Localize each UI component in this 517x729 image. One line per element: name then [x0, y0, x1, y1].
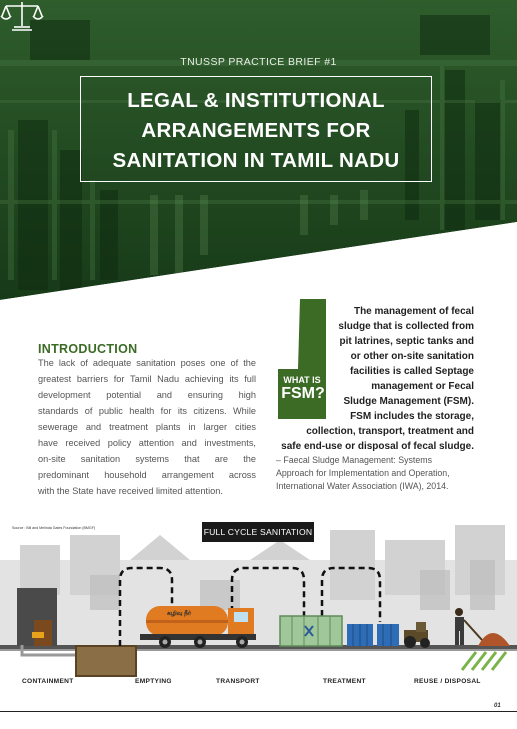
stage-label-reuse-disposal: REUSE / DISPOSAL: [414, 678, 481, 685]
intro-text-line: The lack of adequate sanitation poses one of the: [38, 358, 256, 368]
fsm-definition-line: management or Fecal: [371, 381, 474, 392]
intro-text-line: predominant household arrangement across: [38, 470, 256, 480]
title-line-3: SANITATION IN TAMIL NADU: [112, 149, 400, 172]
brief-kicker: TNUSSP PRACTICE BRIEF #1: [180, 56, 337, 68]
fsm-definition-line: sludge that is collected from: [338, 321, 474, 332]
title-line-1: LEGAL & INSTITUTIONAL: [127, 89, 385, 112]
truck-lettering: கழிவு நீர்: [167, 611, 192, 617]
fsm-source-line: – Faecal Sludge Management: Systems: [276, 455, 432, 465]
full-cycle-banner: FULL CYCLE SANITATION: [202, 522, 314, 542]
intro-text-line: development potential and ensuring high: [38, 390, 256, 400]
fsm-definition-line: or other on-site sanitation: [350, 351, 474, 362]
fsm-definition-line: safe end-use or disposal of fecal sludge.: [281, 441, 474, 452]
fsm-definition-line: collection, transport, treatment and: [306, 426, 474, 437]
introduction-heading: INTRODUCTION: [38, 342, 138, 356]
fsm-label-big: FSM?: [281, 385, 325, 402]
scales-of-justice-icon: [0, 0, 44, 32]
fsm-label-small: WHAT IS: [283, 375, 321, 385]
fsm-source-line: Approach for Implementation and Operation,: [276, 468, 450, 478]
fsm-source-line: International Water Association (IWA), 2014.: [276, 481, 449, 491]
intro-text-line: sewerage and treatment plants in larger cities: [38, 422, 256, 432]
stage-label-emptying: EMPTYING: [135, 678, 172, 685]
fsm-definition-line: facilities is called Septage: [350, 366, 474, 377]
stage-label-containment: CONTAINMENT: [22, 678, 74, 685]
intro-text-line: standards of public health for its citizens. While: [38, 406, 256, 416]
intro-text-line: greatest barriers for Tamil Nadu achieving its full: [38, 374, 256, 384]
intro-text-line: on-site sanitation systems that are the: [38, 454, 256, 464]
title-frame: [80, 76, 432, 182]
footer-rule: [0, 711, 517, 712]
title-line-2: ARRANGEMENTS FOR: [141, 119, 371, 142]
illustration-source: Source : Bill and Melinda Gates Foundation (BMGF): [12, 526, 96, 530]
intro-text-line: have received policy attention and investments,: [38, 438, 256, 448]
stage-label-transport: TRANSPORT: [216, 678, 260, 685]
fsm-definition-line: Sludge Management (FSM).: [343, 396, 474, 407]
fsm-definition-line: The management of fecal: [353, 306, 474, 317]
page-number: 01: [494, 703, 501, 709]
fsm-definition-line: pit latrines, septic tanks and: [339, 336, 474, 347]
stage-label-treatment: TREATMENT: [323, 678, 366, 685]
header-banner: [0, 0, 517, 300]
intro-text-line: with the State have received limited attention.: [38, 486, 223, 496]
fsm-definition-line: FSM includes the storage,: [350, 411, 474, 422]
